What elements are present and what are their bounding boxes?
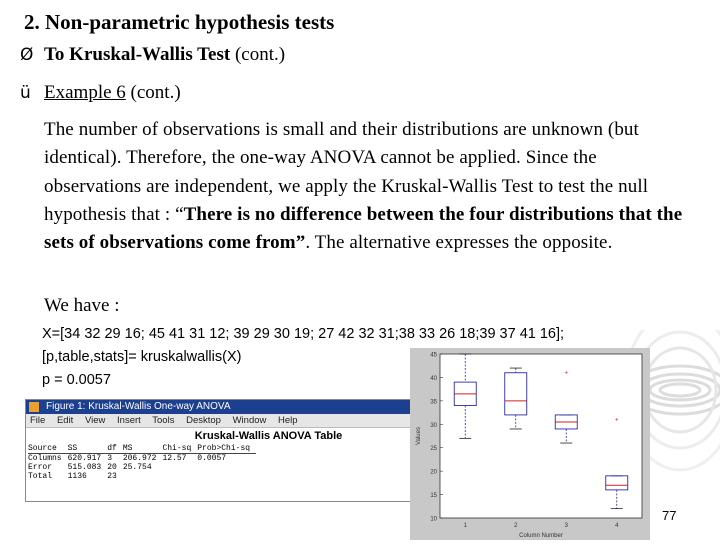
table-cell	[162, 472, 197, 481]
menu-item[interactable]: Insert	[117, 415, 141, 426]
window-title: Figure 1: Kruskal-Wallis One-way ANOVA	[46, 401, 231, 412]
bullet-example	[20, 82, 181, 104]
menu-item[interactable]: View	[84, 415, 106, 426]
we-have-label: We have :	[44, 295, 120, 316]
bullet-bold-text: To Kruskal-Wallis Test	[44, 44, 231, 65]
paragraph-part-2: . The alternative expresses the opposite.	[305, 232, 613, 254]
y-tick-label: 25	[430, 446, 437, 453]
anova-figure-window	[25, 399, 412, 502]
boxplot-figure	[410, 348, 650, 540]
box-outlier: +	[614, 417, 619, 424]
menu-item[interactable]: File	[30, 415, 46, 426]
paragraph-part-1: The number of observations is small and their distributions are unknown (but identical). Therefore, the one-way ANOVA cannot be applied. Since the observations are independent, we apply the Kruskal-Wallis Test to test the null hypothesis that : “	[44, 119, 649, 225]
x-axis-label: Column Number	[519, 533, 563, 539]
figure-icon	[29, 402, 39, 412]
table-cell: 620.917	[67, 454, 102, 463]
y-tick-label: 45	[430, 352, 437, 359]
table-header-cell: Chi-sq	[162, 444, 197, 454]
x-tick-label: 3	[564, 523, 568, 529]
window-menubar	[26, 414, 411, 428]
window-titlebar[interactable]	[26, 400, 411, 414]
y-tick-label: 35	[430, 399, 437, 406]
table-cell: Error	[28, 463, 53, 472]
code-line: X=[34 32 29 16; 45 41 31 12; 39 29 30 19; 27 42 32 31;38 33 26 18;39 37 41 16];	[42, 326, 565, 342]
table-row	[28, 463, 256, 472]
bullet-rest-text: (cont.)	[125, 82, 181, 103]
body-paragraph	[44, 116, 694, 257]
box-outlier: +	[564, 370, 569, 377]
table-cell: Total	[28, 472, 53, 481]
x-tick-label: 2	[514, 523, 518, 529]
y-tick-label: 40	[430, 375, 437, 382]
table-cell: 12.57	[162, 454, 187, 463]
table-cell	[123, 472, 163, 481]
table-cell	[197, 472, 256, 481]
page-number: 77	[662, 508, 677, 523]
table-cell: 20	[107, 463, 117, 472]
table-cell	[162, 463, 197, 472]
y-tick-label: 30	[430, 422, 437, 429]
table-row	[28, 472, 256, 481]
table-cell: 206.972	[122, 454, 157, 463]
table-cell	[197, 463, 256, 472]
checkmark-bullet-icon: ü	[20, 83, 31, 103]
table-cell: 3	[107, 454, 113, 463]
paragraph-bold-hypothesis: There is no difference between the four distributions that the sets of observations come from”	[44, 203, 683, 254]
table-header-cell: Prob>Chi-sq	[197, 444, 256, 454]
y-axis-label: Values	[416, 427, 422, 445]
code-line: [p,table,stats]= kruskalwallis(X)	[42, 349, 242, 365]
slide-title: 2. Non-parametric hypothesis tests	[24, 10, 335, 34]
table-row	[28, 454, 256, 464]
anova-table	[28, 444, 256, 481]
x-tick-label: 4	[615, 523, 619, 529]
menu-item[interactable]: Help	[278, 415, 298, 426]
table-header-cell: df	[107, 444, 123, 454]
code-line: p = 0.0057	[42, 372, 111, 388]
x-tick-label: 1	[463, 523, 467, 529]
table-cell: 515.083	[67, 463, 102, 472]
table-cell: 0.0057	[197, 454, 227, 463]
y-tick-label: 15	[430, 493, 437, 500]
arrow-bullet-icon: Ø	[20, 45, 34, 65]
menu-item[interactable]: Tools	[152, 415, 175, 426]
menu-item[interactable]: Window	[232, 415, 267, 426]
table-header-cell: SS	[68, 444, 108, 454]
bullet-rest-text: (cont.)	[230, 44, 286, 65]
example-link-text: Example 6	[44, 82, 126, 103]
plot-area	[440, 354, 642, 518]
boxplot-svg	[410, 348, 650, 540]
y-tick-label: 10	[430, 516, 437, 523]
table-header-cell: Source	[28, 444, 68, 454]
table-cell: 25.754	[122, 463, 152, 472]
y-tick-label: 20	[430, 469, 437, 476]
menu-item[interactable]: Edit	[56, 415, 74, 426]
table-cell: 1136	[67, 472, 87, 481]
menu-item[interactable]: Desktop	[186, 415, 221, 426]
table-header-row	[28, 444, 256, 454]
table-header-cell: MS	[123, 444, 163, 454]
table-cell: Columns	[28, 454, 62, 463]
bullet-kruskal-wallis	[20, 44, 285, 66]
table-cell: 23	[107, 472, 117, 481]
anova-table-title: Kruskal-Wallis ANOVA Table	[194, 430, 343, 442]
